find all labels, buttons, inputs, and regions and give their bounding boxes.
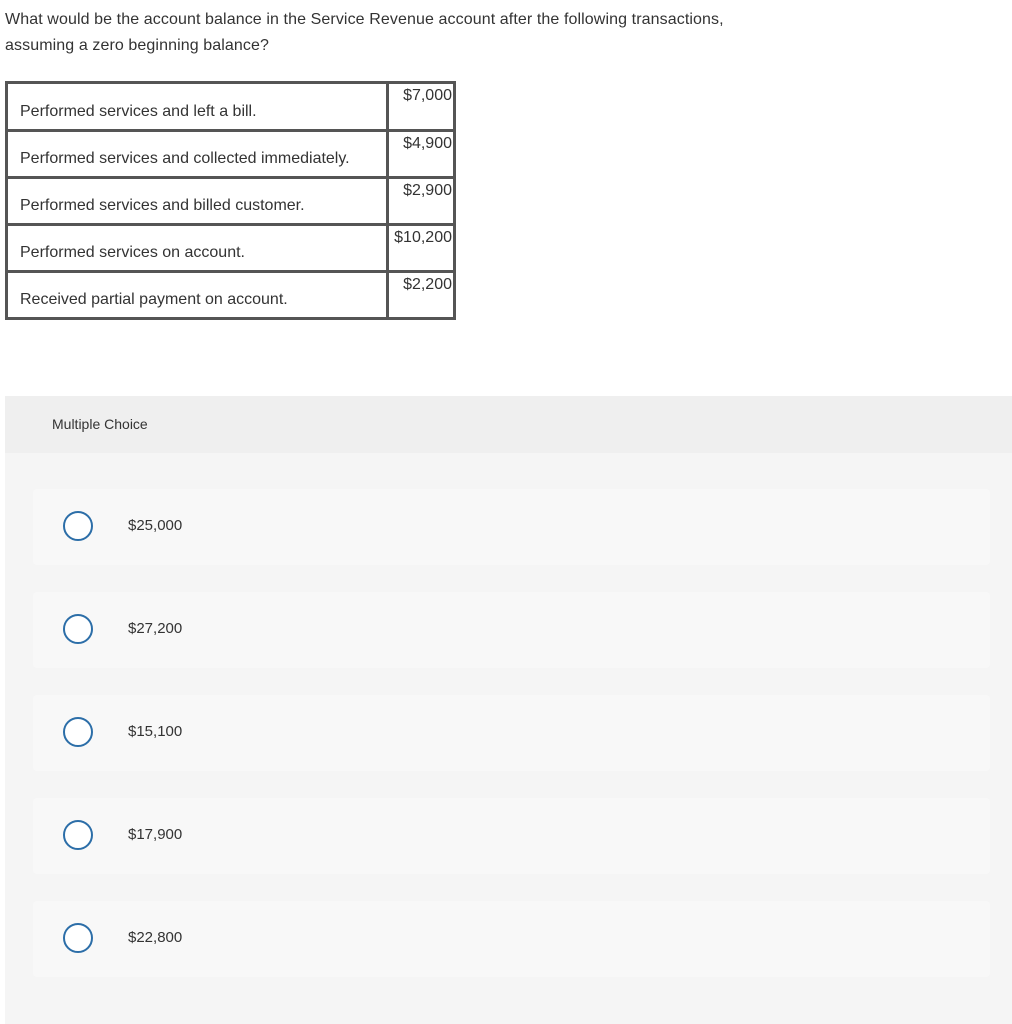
transaction-amount: $10,200 bbox=[388, 224, 454, 271]
answer-option-2[interactable] bbox=[33, 592, 990, 668]
question-text: What would be the account balance in the Service Revenue account after the following transactions, assuming a zero beginning balance? bbox=[5, 11, 724, 54]
transactions-table bbox=[5, 81, 456, 320]
answer-option-1[interactable] bbox=[33, 489, 990, 565]
radio-button-icon[interactable] bbox=[63, 820, 93, 850]
radio-button-icon[interactable] bbox=[63, 717, 93, 747]
multiple-choice-panel bbox=[5, 396, 1012, 1024]
table-row bbox=[7, 271, 454, 318]
table-row bbox=[7, 224, 454, 271]
transaction-description: Performed services on account. bbox=[7, 224, 388, 271]
answer-option-3[interactable] bbox=[33, 695, 990, 771]
transaction-amount: $2,900 bbox=[388, 177, 454, 224]
transaction-amount: $4,900 bbox=[388, 130, 454, 177]
transaction-description: Performed services and collected immediately. bbox=[7, 130, 388, 177]
answer-option-5[interactable] bbox=[33, 901, 990, 977]
answer-option-label: $22,800 bbox=[128, 929, 183, 946]
answer-option-label: $25,000 bbox=[128, 517, 183, 534]
transaction-description: Received partial payment on account. bbox=[7, 271, 388, 318]
answer-option-4[interactable] bbox=[33, 798, 990, 874]
table-row bbox=[7, 130, 454, 177]
radio-button-icon[interactable] bbox=[63, 923, 93, 953]
multiple-choice-header bbox=[5, 396, 1012, 453]
multiple-choice-label: Multiple Choice bbox=[52, 416, 148, 432]
radio-button-icon[interactable] bbox=[63, 511, 93, 541]
answer-option-label: $15,100 bbox=[128, 723, 183, 740]
answer-option-label: $17,900 bbox=[128, 826, 183, 843]
table-row bbox=[7, 83, 454, 130]
answer-option-label: $27,200 bbox=[128, 620, 183, 637]
transaction-amount: $7,000 bbox=[388, 83, 454, 130]
table-row bbox=[7, 177, 454, 224]
transaction-description: Performed services and billed customer. bbox=[7, 177, 388, 224]
radio-button-icon[interactable] bbox=[63, 614, 93, 644]
transaction-description: Performed services and left a bill. bbox=[7, 83, 388, 130]
transaction-amount: $2,200 bbox=[388, 271, 454, 318]
